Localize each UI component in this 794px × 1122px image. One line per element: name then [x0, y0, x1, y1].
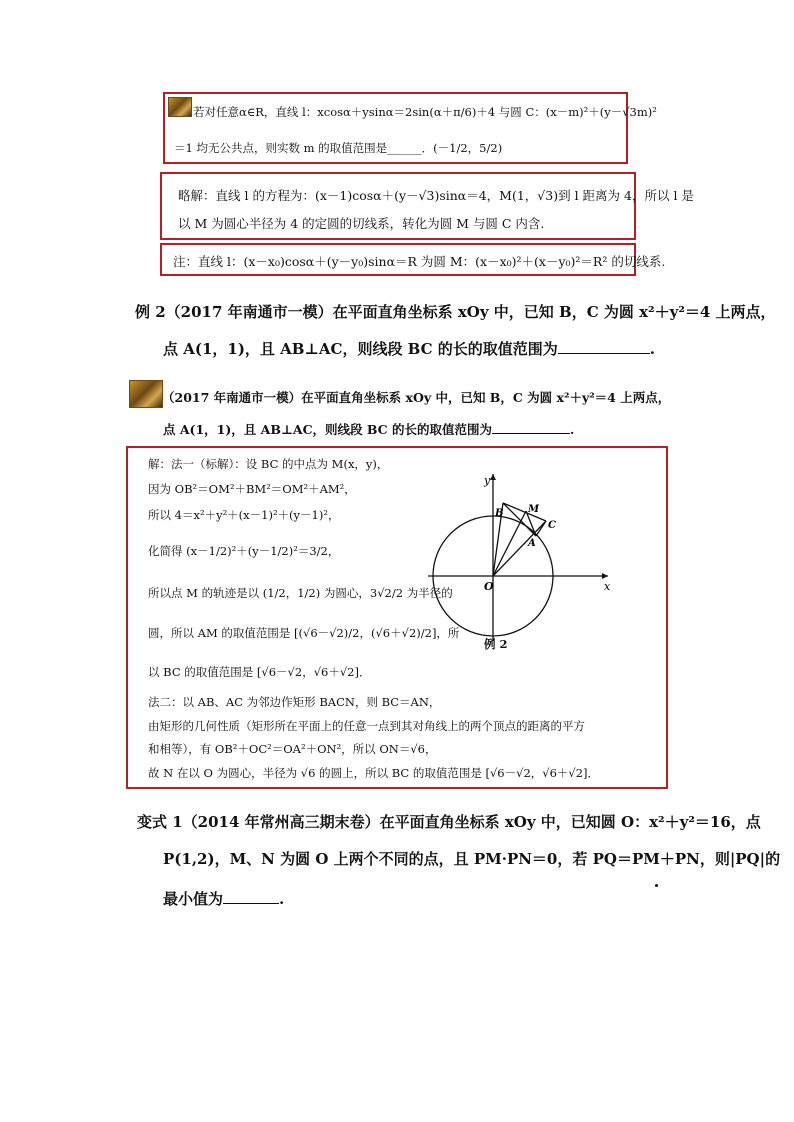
solution-line-6: 圆，所以 AM 的取值范围是 [(√6－√2)/2，(√6＋√2)/2]，所 — [148, 626, 460, 640]
tiger-thumbnail-icon — [168, 97, 192, 117]
x-axis-label: x — [604, 580, 611, 593]
segment-ac — [536, 521, 546, 536]
solution-sketch-line-1: 略解：直线 l 的方程为：(x－1)cosα＋(y－√3)sinα＝4，M(1，√3)到 l 距离为 4，所以 l 是 — [178, 188, 694, 203]
stray-dot — [655, 884, 658, 887]
example-2-line-2-text: 点 A(1，1)，且 AB⊥AC，则线段 BC 的长的取值范围为 — [163, 340, 558, 358]
variant-1-line-1: 变式 1（2014 年常州高三期末卷）在平面直角坐标系 xOy 中，已知圆 O：x²＋y²＝16，点 — [137, 813, 761, 831]
x-arrow-icon — [602, 573, 608, 579]
answer-blank-3 — [223, 903, 279, 904]
point-label-a: A — [528, 538, 536, 549]
solution-line-1: 解：法一（标解）：设 BC 的中点为 M(x，y)， — [148, 457, 389, 471]
tiger-thumbnail-icon-2 — [129, 380, 163, 408]
circle-diagram — [428, 466, 618, 656]
variant-1-line-3: 最小值为 . — [163, 890, 285, 908]
solution-line-9: 由矩形的几何性质（矩形所在平面上的任意一点到其对角线上的两个顶点的距离的平方 — [148, 719, 585, 733]
example-2b-line-2-text: 点 A(1，1)，且 AB⊥AC，则线段 BC 的长的取值范围为 — [163, 422, 492, 437]
variant-1-line-2: P(1,2)，M、N 为圆 O 上两个不同的点，且 PM·PN＝0，若 PQ＝PM＋PN，则|PQ|的 — [163, 850, 781, 868]
segment-oc — [493, 521, 546, 576]
solution-line-5: 所以点 M 的轨迹是以 (1/2，1/2) 为圆心，3√2/2 为半径的 — [148, 586, 453, 600]
problem-1-line-2: ＝1 均无公共点，则实数 m 的取值范围是______．(－1/2，5/2) — [174, 141, 503, 155]
origin-label: O — [484, 580, 494, 593]
example-2b-line-2: 点 A(1，1)，且 AB⊥AC，则线段 BC 的长的取值范围为 . — [163, 422, 575, 437]
diagram-caption: 例 2 — [484, 637, 508, 651]
solution-line-10: 和相等），有 OB²＋OC²＝OA²＋ON²，所以 ON＝√6， — [148, 742, 437, 756]
answer-blank-2 — [492, 433, 570, 434]
solution-line-4: 化简得 (x－1/2)²＋(y－1/2)²＝3/2， — [148, 544, 340, 558]
solution-line-2: 因为 OB²＝OM²＋BM²＝OM²＋AM²， — [148, 482, 356, 496]
solution-sketch-line-2: 以 M 为圆心半径为 4 的定圆的切线系，转化为圆 M 与圆 C 内含. — [178, 216, 545, 231]
solution-line-7: 以 BC 的取值范围是 [√6－√2，√6＋√2]． — [148, 665, 371, 679]
note-line: 注：直线 l：(x－x₀)cosα＋(y－y₀)sinα＝R 为圆 M：(x－x₀)²＋(x－y₀)²＝R² 的切线系. — [173, 254, 666, 269]
example-2b-line-1: （2017 年南通市一模）在平面直角坐标系 xOy 中，已知 B，C 为圆 x²＋y²＝4 上两点， — [162, 390, 671, 405]
point-label-b: B — [495, 508, 504, 519]
point-label-m: M — [528, 504, 540, 515]
y-axis-label: y — [484, 474, 491, 487]
solution-line-3: 所以 4＝x²＋y²＋(x－1)²＋(y－1)²， — [148, 508, 340, 522]
example-2-line-2: 点 A(1，1)，且 AB⊥AC，则线段 BC 的长的取值范围为 . — [163, 340, 656, 358]
variant-1-line-3-text: 最小值为 — [163, 890, 224, 908]
example-2-line-1: 例 2（2017 年南通市一模）在平面直角坐标系 xOy 中，已知 B，C 为圆 x²＋y²＝4 上两点， — [135, 303, 776, 321]
solution-line-8: 法二：以 AB、AC 为邻边作矩形 BACN，则 BC＝AN， — [148, 695, 441, 709]
answer-blank — [558, 353, 650, 354]
problem-1-line-1: 若对任意α∈R，直线 l：xcosα＋ysinα＝2sin(α＋π/6)＋4 与圆 C：(x－m)²＋(y－√3m)² — [193, 105, 657, 119]
solution-line-11: 故 N 在以 O 为圆心，半径为 √6 的圆上，所以 BC 的取值范围是 [√6－√2，√6＋√2]． — [148, 766, 600, 780]
point-label-c: C — [548, 520, 556, 531]
y-arrow-icon — [490, 474, 496, 480]
